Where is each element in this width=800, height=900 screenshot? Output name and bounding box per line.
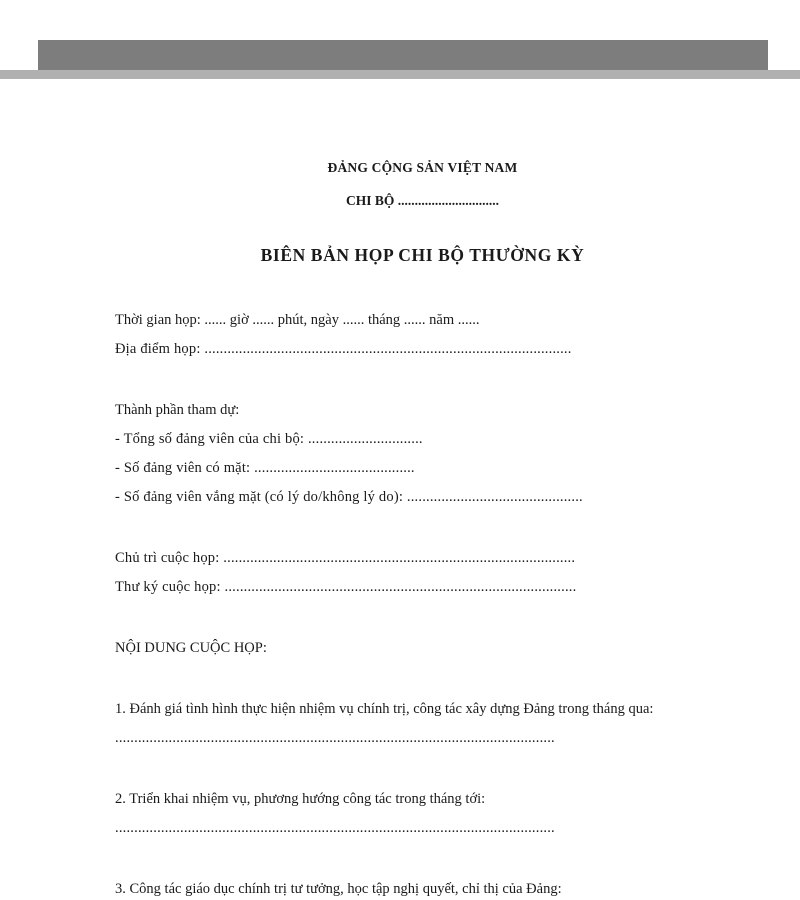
agenda-item-3-text: 3. Công tác giáo dục chính trị tư tưởng, học tập nghị quyết, chỉ thị của Đảng: <box>115 881 562 897</box>
total-members-line: - Tổng số đảng viên của chi bộ: .............................. <box>115 431 423 447</box>
agenda-item-2-text: 2. Triển khai nhiệm vụ, phương hướng công tác trong tháng tới: <box>115 791 486 807</box>
participants-heading: Thành phần tham dự: <box>115 402 240 418</box>
agenda-item-1-fill: ................................................................................................................... <box>115 730 555 746</box>
meeting-location-line: Địa điểm họp: ................................................................................................ <box>115 341 572 357</box>
meeting-time-line: Thời gian họp: ...... giờ ...... phút, ngày ...... tháng ...... năm ...... <box>115 312 480 328</box>
document-body <box>115 306 715 900</box>
agenda-heading: NỘI DUNG CUỘC HỌP: <box>115 640 267 656</box>
agenda-item-1-text: 1. Đánh giá tình hình thực hiện nhiệm vụ chính trị, công tác xây dựng Đảng trong tháng qua: <box>115 701 654 717</box>
secretary-line: Thư ký cuộc họp: ............................................................................................ <box>115 579 577 595</box>
chair-line: Chủ trì cuộc họp: ............................................................................................ <box>115 550 576 566</box>
org-name-line: ĐẢNG CỘNG SẢN VIỆT NAM <box>327 160 518 175</box>
present-members-line: - Số đảng viên có mặt: .......................................... <box>115 460 415 476</box>
absent-members-line: - Số đảng viên vắng mặt (có lý do/không lý do): .............................................. <box>115 489 583 505</box>
document-title: BIÊN BẢN HỌP CHI BỘ THƯỜNG KỲ <box>260 245 585 265</box>
agenda-item-2-fill: ................................................................................................................... <box>115 820 555 836</box>
unit-name-line: CHI BỘ .............................. <box>345 193 499 208</box>
document-header <box>115 160 730 266</box>
